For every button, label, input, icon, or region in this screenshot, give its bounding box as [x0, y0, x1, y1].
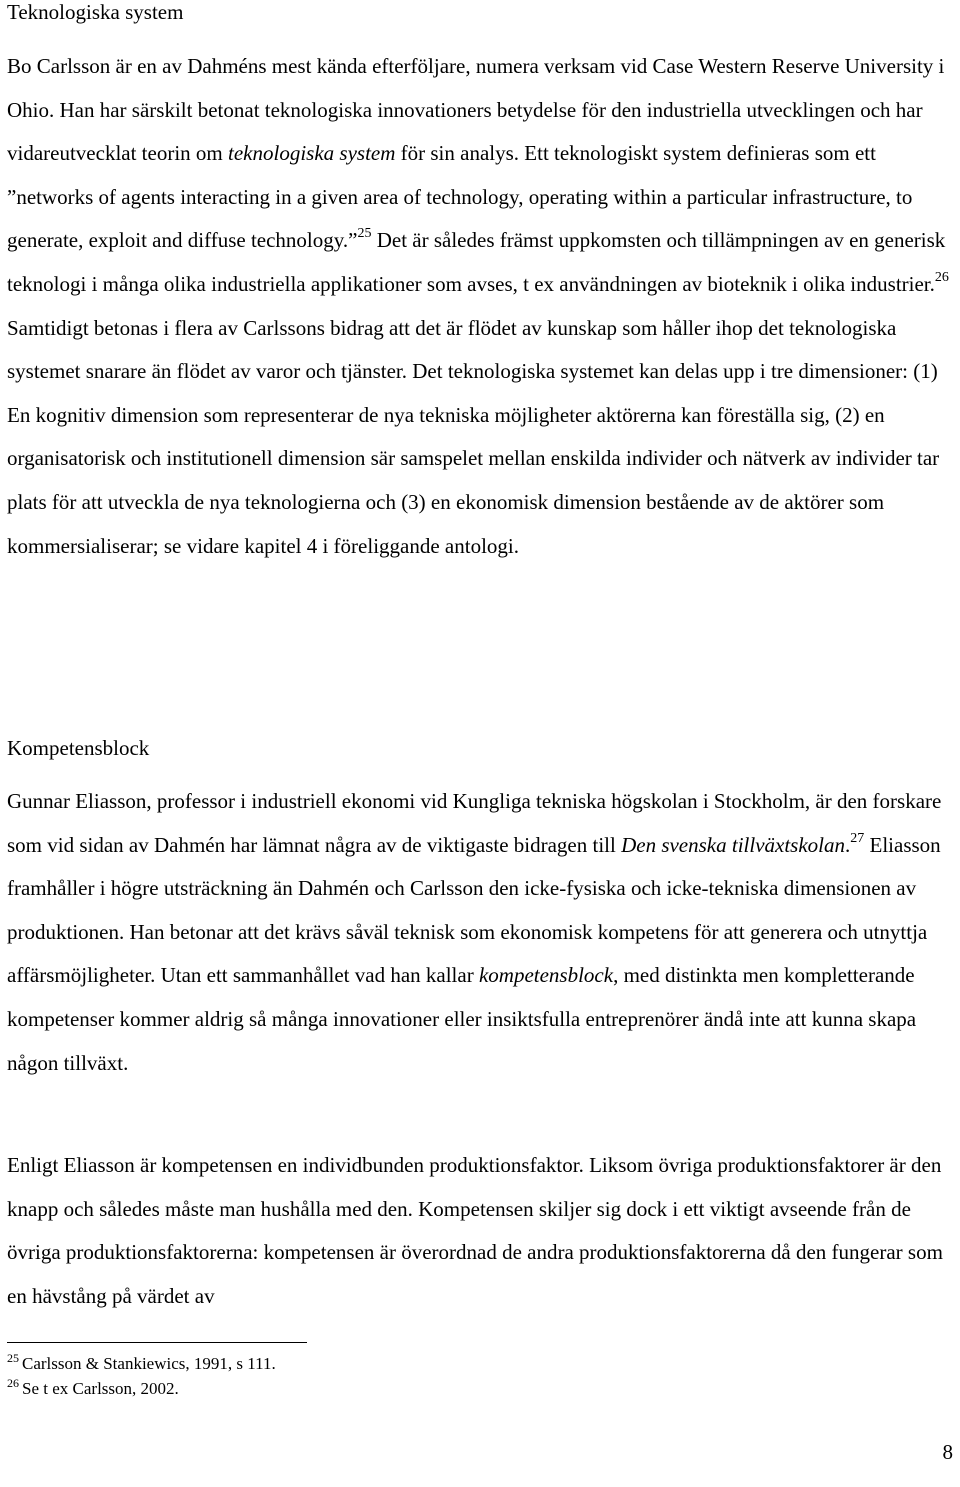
- text-run: , med distinkta men kompletterande kompetenser kommer aldrig så många innovationer eller insiktsfulla entreprenörer ändå inte att kunna skapa någon tillväxt.: [7, 963, 917, 1075]
- footnote-text: Carlsson & Stankiewics, 1991, s 111.: [22, 1354, 276, 1373]
- text-run: Samtidigt betonas i flera av Carlssons bidrag att det är flödet av kunskap som håller ihop det teknologiska systemet snarare än flödet av varor och tjänster. Det teknologiska systemet kan delas upp i tre dimensioner: (1) En kognitiv dimension som representerar de nya tekniska möjligheter aktörerna kan föreställa sig, (2) en organisatorisk och institutionell dimension sär samspelet mellan enskilda individer och nätverk av individer tar plats för att utveckla de nya teknologierna och (3) en ekonomisk dimension bestående av de aktörer som kommersialiserar; se vidare kapitel 4 i föreliggande antologi.: [7, 315, 940, 558]
- footnote-25: [7, 1352, 907, 1377]
- text-run: Bo Carlsson är en av Dahméns mest kända efterföljare, numera verksam vid Case Western Reserve University i Ohio. Han har särskilt betonat teknologiska innovationers betydelse för den industriella utvecklingen och har vidareutvecklat teorin om: [7, 54, 945, 166]
- footnotes: [7, 1352, 907, 1402]
- footnote-number: 26: [7, 1376, 19, 1390]
- paragraph-kompetens-produktionsfaktor: Enligt Eliasson är kompetensen en individbunden produktionsfaktor. Liksom övriga produktionsfaktorer är den knapp och således måste man hushålla med den. Kompetensen skiljer sig dock i ett viktigt avseende från de övriga produktionsfaktorerna: kompetensen är överordnad de andra produktionsfaktorerna då den fungerar som en hävstång på värdet av: [7, 1153, 943, 1308]
- footnote-26: [7, 1377, 907, 1402]
- italic-term: teknologiska system: [228, 141, 396, 166]
- paragraph-kompetensblock: [7, 780, 953, 1085]
- italic-term: kompetensblock: [478, 963, 614, 988]
- footnote-ref-27[interactable]: 27: [850, 830, 865, 846]
- page-number: 8: [942, 1440, 953, 1464]
- footnote-ref-25[interactable]: 25: [357, 226, 372, 242]
- section-heading-teknologiska-system: Teknologiska system: [7, 0, 184, 24]
- text-run: Gunnar Eliasson, professor i industriell ekonomi vid Kungliga tekniska högskolan i Stockholm, är den forskare som vid sidan av Dahmén har lämnat några av de viktigaste bidragen till: [7, 789, 942, 857]
- paragraph-teknologiska-system: [7, 45, 953, 568]
- text-run: för sin analys. Ett teknologiskt system definieras som ett ”networks of agents interacting in a given area of technology, operating within a particular infrastructure, to generate, exploit and diffuse technology.”: [7, 141, 913, 253]
- footnote-number: 25: [7, 1351, 19, 1365]
- text-run: .: [845, 832, 851, 857]
- footnote-text: Se t ex Carlsson, 2002.: [22, 1379, 179, 1398]
- section-heading-kompetensblock: Kompetensblock: [7, 736, 150, 760]
- footnote-ref-26[interactable]: 26: [934, 269, 949, 285]
- italic-title: Den svenska tillväxtskolan: [621, 832, 846, 857]
- footnote-divider: [7, 1342, 307, 1343]
- text-run: Eliasson framhåller i högre utsträckning än Dahmén och Carlsson den icke-fysiska och icke-tekniska dimensionen av produktionen. Han betonar att det krävs såväl teknisk som ekonomisk kompetens för att generera och utnyttja affärsmöjligheter. Utan ett sammanhållet vad han kallar: [7, 832, 941, 988]
- text-run: Det är således främst uppkomsten och tillämpningen av en generisk teknologi i många olika industriella applikationer som avses, t ex användningen av bioteknik i olika industrier.: [7, 228, 946, 296]
